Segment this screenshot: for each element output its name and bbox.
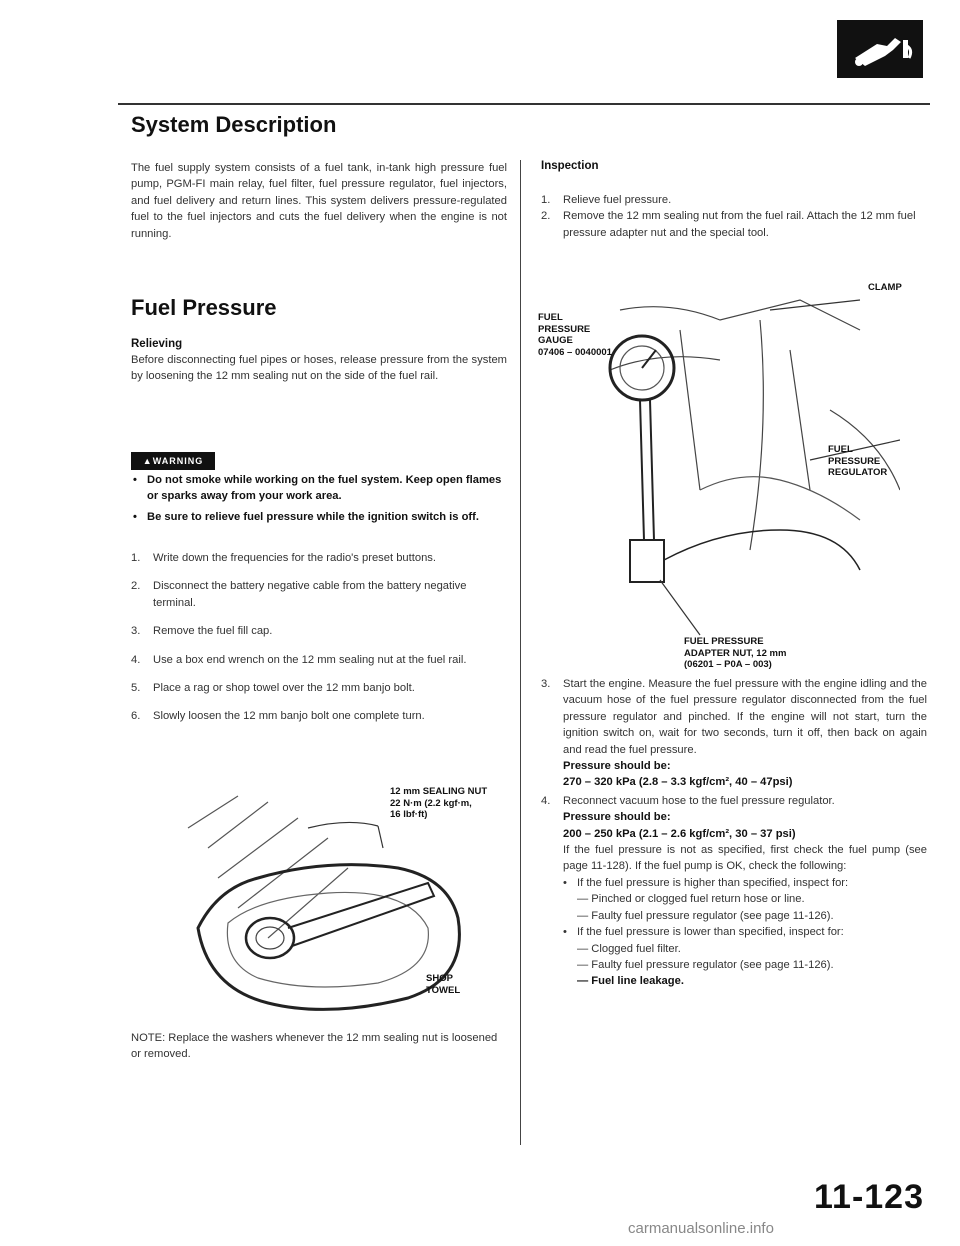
relieve-steps xyxy=(131,550,507,737)
column-divider xyxy=(520,160,521,1145)
relieving-body: Before disconnecting fuel pipes or hoses, release pressure from the system by loosening the 12 mm sealing nut on the side of the fuel rail. xyxy=(131,354,507,383)
section-title-fuel-pressure: Fuel Pressure xyxy=(131,295,277,320)
fuel-pressure-gauge-figure xyxy=(538,282,902,670)
warning-list xyxy=(131,472,507,529)
warning-label: ▲WARNING xyxy=(131,452,215,470)
regulator-label: FUEL PRESSURE REGULATOR xyxy=(828,444,888,478)
inspection-heading: Inspection xyxy=(541,160,599,172)
list-item: 5. Place a rag or shop towel over the 12 mm banjo bolt. xyxy=(131,682,415,695)
warning-item: • Do not smoke while working on the fuel system. Keep open flames or sparks away from your work area. xyxy=(131,472,507,505)
list-item: 6. Slowly loosen the 12 mm banjo bolt one complete turn. xyxy=(131,710,425,723)
page-title: System Description xyxy=(131,112,337,137)
sealing-nut-label: 12 mm SEALING NUT 22 N·m (2.2 kgf·m, 16 lbf·ft) xyxy=(390,786,488,820)
clamp-label: CLAMP xyxy=(868,282,902,293)
sealing-nut-figure xyxy=(178,788,498,1018)
relieving-heading: Relieving xyxy=(131,338,183,350)
list-item: 4. Reconnect vacuum hose to the fuel pressure regulator. Pressure should be: 200 – 250 kPa (2.1 – 2.6 kgf/cm², 30 – 37 psi) If the fuel pressure is not as specified, first check the fuel pump (see page 11-128). If the fuel pump is OK, check the following: • If the fuel pressure is higher than specified, inspect for: — Pinched or clogged fuel return hose or line. — Faulty fuel pressure regulator (see page 11-126). • If the fuel pressure is lower than specified, inspect for: — Clogged fuel filter. — Faulty fuel pressure regulator (see page 11-126). — Fuel line leakage. xyxy=(541,793,927,990)
list-item: 4. Use a box end wrench on the 12 mm sealing nut at the fuel rail. xyxy=(131,653,467,666)
fuel-system-section-icon xyxy=(837,20,923,78)
shop-towel-label: SHOP TOWEL xyxy=(426,973,461,996)
list-item: 1. Write down the frequencies for the radio's preset buttons. xyxy=(131,552,437,564)
header-rule xyxy=(118,103,930,105)
inspection-steps-continued xyxy=(541,676,927,990)
list-item: 1. Relieve fuel pressure. xyxy=(541,194,672,206)
list-item: 3. Remove the fuel fill cap. xyxy=(131,625,273,638)
page-number: 11-123 xyxy=(814,1178,924,1216)
list-item: 2. Remove the 12 mm sealing nut from the fuel rail. Attach the 12 mm fuel pressure adapter nut and the special tool. xyxy=(541,210,916,239)
warning-item: • Be sure to relieve fuel pressure while the ignition switch is off. xyxy=(131,509,507,525)
watermark: carmanualsonline.info xyxy=(628,1220,774,1237)
note: NOTE: Replace the washers whenever the 12 mm sealing nut is loosened or removed. xyxy=(131,1032,498,1061)
list-item: 3. Start the engine. Measure the fuel pressure with the engine idling and the vacuum hose of the fuel pressure regulator disconnected from the fuel pressure regulator and pinched. If the engine will not start, turn the ignition switch on, wait for two seconds, turn it off, then back on again and read the fuel pressure. Pressure should be: 270 – 320 kPa (2.8 – 3.3 kgf/cm², 40 – 47psi) xyxy=(541,678,927,789)
intro-paragraph: The fuel supply system consists of a fuel tank, in-tank high pressure fuel pump, PGM-FI main relay, fuel filter, fuel pressure regulator, fuel injectors, and fuel delivery and return lines. This system delivers pressure-regulated fuel to the fuel injectors and cuts the fuel delivery when the engine is not running. xyxy=(131,162,507,240)
list-item: 2. Disconnect the battery negative cable from the battery negative terminal. xyxy=(131,580,467,609)
inspection-steps xyxy=(541,192,921,241)
gauge-label: FUEL PRESSURE GAUGE 07406 – 0040001 xyxy=(538,312,612,358)
adapter-nut-label: FUEL PRESSURE ADAPTER NUT, 12 mm (06201 – P0A – 003) xyxy=(684,636,787,670)
